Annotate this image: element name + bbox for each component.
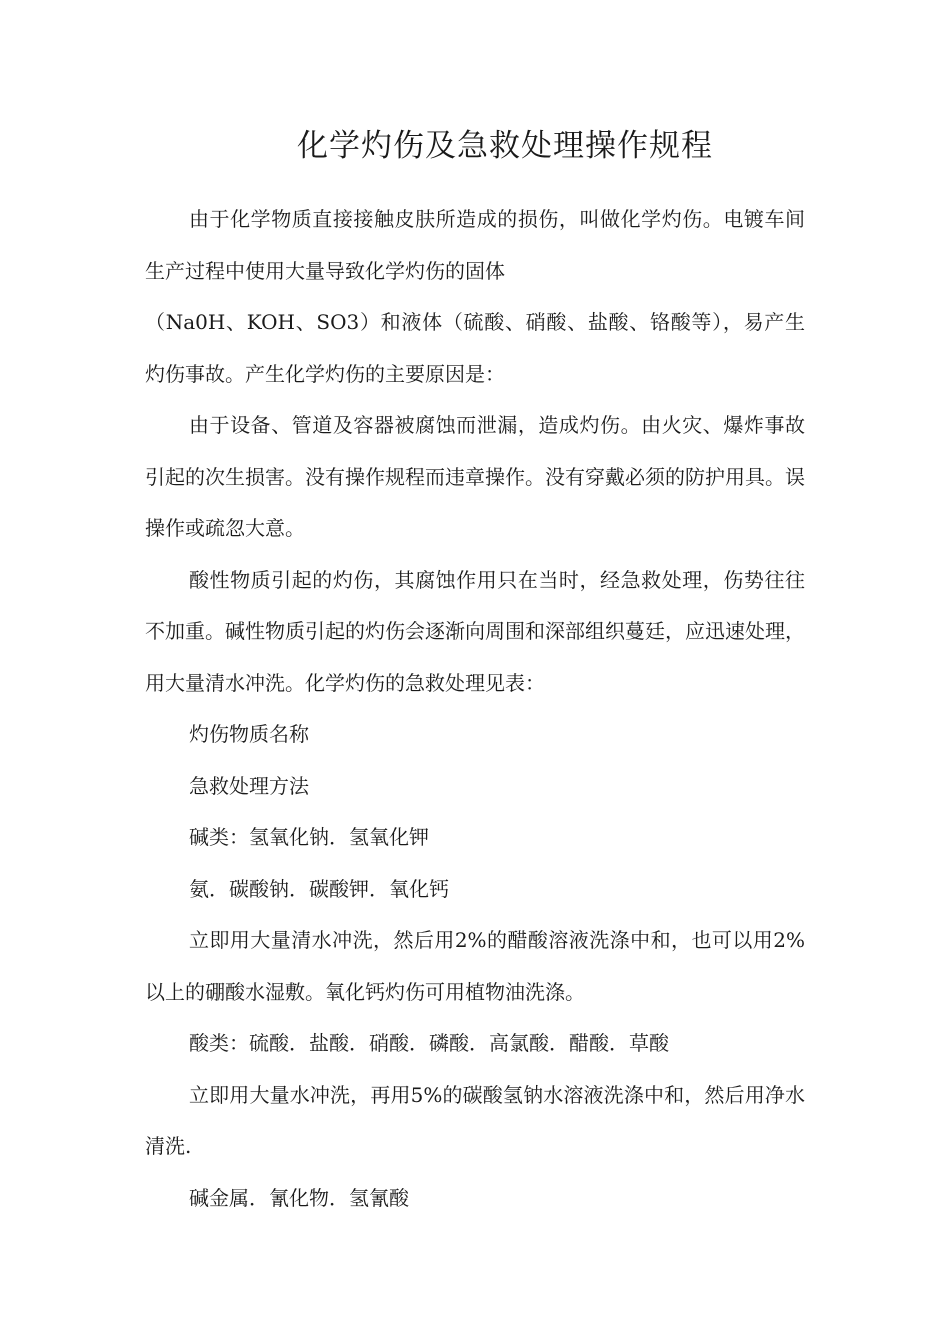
- alkali-category: 碱类：氢氧化钠．氢氧化钾: [189, 825, 429, 849]
- acid-treatment: 立即用大量水冲洗，再用5%的碳酸氢钠水溶液洗涤中和，然后用净水清洗.: [145, 1082, 805, 1158]
- paragraph-acid-alkali: 酸性物质引起的灼伤，其腐蚀作用只在当时，经急救处理，伤势往往不加重。碱性物质引起的灼伤会逐渐向周围和深部组织蔓廷，应迅速处理，用大量清水冲洗。化学灼伤的急救处理见表：: [145, 567, 805, 695]
- document-body: [145, 194, 805, 1224]
- paragraph-causes: 由于设备、管道及容器被腐蚀而泄漏，造成灼伤。由火灾、爆炸事故引起的次生损害。没有操作规程而违章操作。没有穿戴必须的防护用具。误操作或疏忽大意。: [145, 413, 805, 540]
- alkali-treatment: 立即用大量清水冲洗，然后用2%的醋酸溶液洗涤中和，也可以用2%以上的硼酸水湿敷。氧化钙灼伤可用植物油洗涤。: [145, 928, 805, 1004]
- acid-category: 酸类：硫酸．盐酸．硝酸．磷酸．高氯酸．醋酸．草酸: [189, 1031, 669, 1055]
- alkali-metal-category: 碱金属．氰化物．氢氰酸: [189, 1185, 409, 1210]
- table-header-substance: 灼伤物质名称: [189, 722, 309, 746]
- table-header-method: 急救处理方法: [189, 773, 309, 798]
- document-title: 化学灼伤及急救处理操作规程: [297, 128, 713, 164]
- alkali-category-cont: 氨．碳酸钠．碳酸钾．氧化钙: [189, 876, 449, 901]
- paragraph-substances: （Na0H、KOH、SO3）和液体（硫酸、硝酸、盐酸、铬酸等），易产生灼伤事故。产生化学灼伤的主要原因是：: [145, 310, 805, 386]
- paragraph-intro: 由于化学物质直接接触皮肤所造成的损伤，叫做化学灼伤。电镀车间生产过程中使用大量导致化学灼伤的固体: [145, 207, 805, 283]
